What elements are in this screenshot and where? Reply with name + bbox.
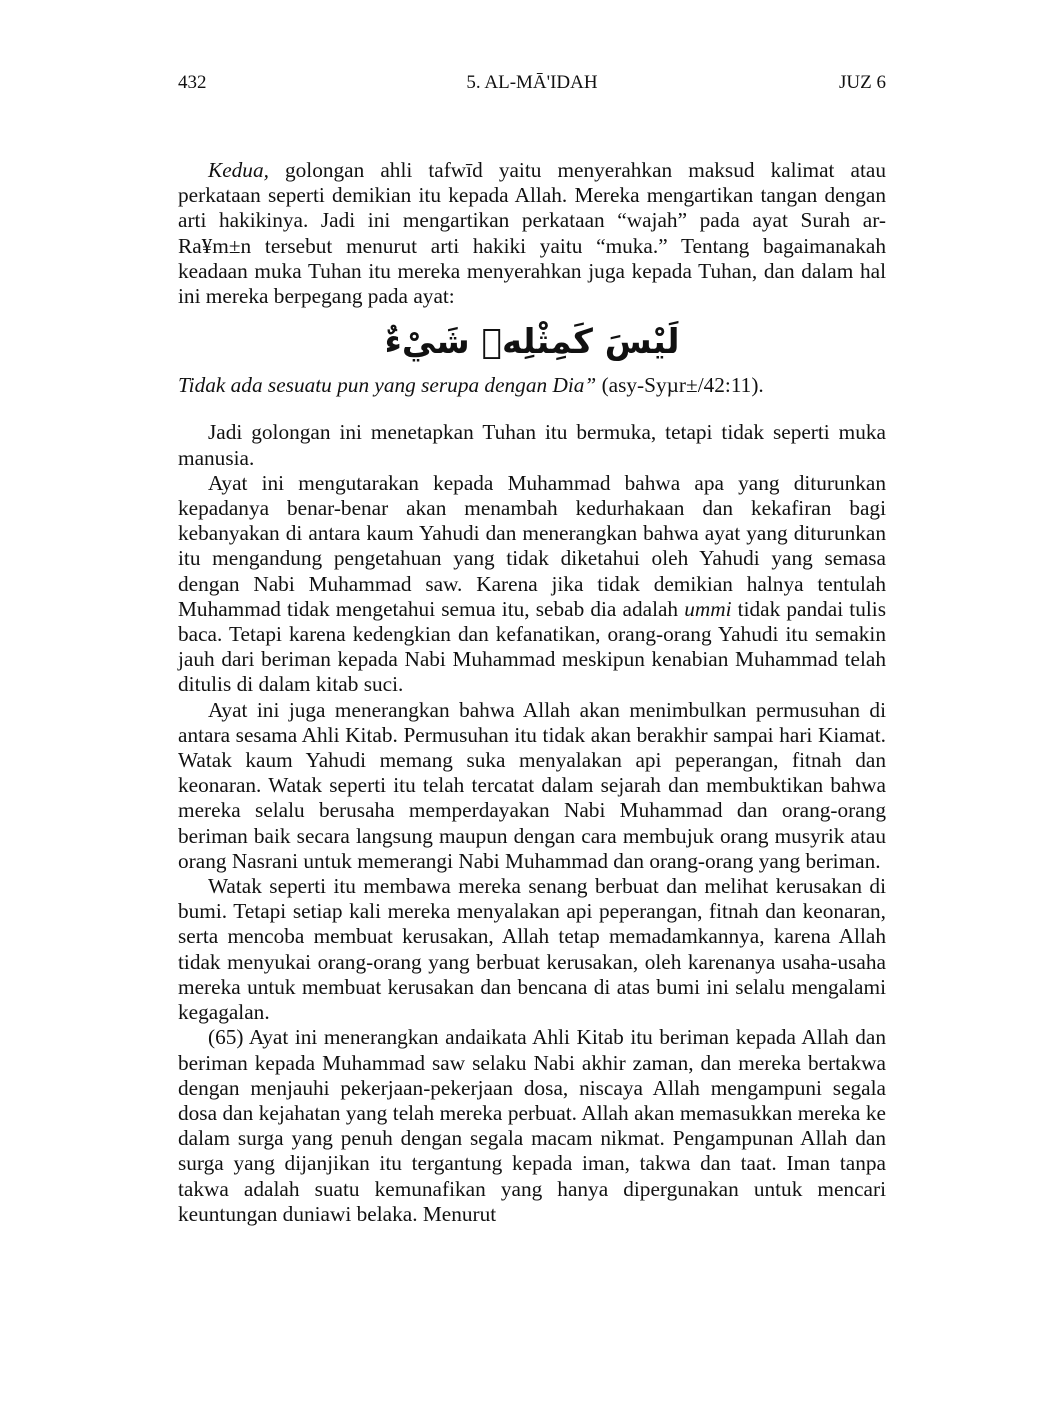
surah-title: 5. AL-MĀ'IDAH <box>466 72 598 93</box>
page-number: 432 <box>178 72 207 93</box>
kedua-text: golongan ahli tafwīd yaitu menyerahkan maksud kalimat atau perkataan seperti demikian itu kepada Allah. Mereka mengartikan tangan dengan arti hakikinya. Jadi ini mengartikan perkataan “wajah” pada ayat Surah ar-Ra¥m±n tersebut menurut arti hakiki yaitu “muka.” Tentang bagaimanakah keadaan muka Tuhan itu mereka menyerahkan juga kepada Tuhan, dan dalam hal ini mereka berpegang pada ayat: <box>178 158 886 309</box>
paragraph-permusuhan: Ayat ini juga menerangkan bahwa Allah akan menimbulkan permusuhan di antara sesama Ahli Kitab. Permusuhan itu tidak akan berakhir sampai hari Kiamat. Watak kaum Yahudi memang suka menyalakan api peperangan, fitnah dan keonaran. Watak seperti itu telah tercatat dalam sejarah dan membuktikan bahwa mereka selalu berusaha memperdayakan Nabi Muhammad dan orang-orang beriman baik secara langsung maupun dengan cara membujuk orang musyrik atau orang Nasrani untuk memerangi Nabi Muhammad dan orang-orang yang beriman. <box>178 697 886 873</box>
paragraph-ayat-mengutarakan <box>178 471 886 698</box>
translation-text: Tidak ada sesuatu pun yang serupa dengan Dia” <box>178 373 597 398</box>
paragraph-jadi: Jadi golongan ini menetapkan Tuhan itu bermuka, tetapi tidak seperti muka manusia. <box>178 420 886 470</box>
p3-after: tidak pandai tulis baca. Tetapi karena kedengkian dan kefanatikan, orang-orang Yahudi itu semakin jauh dari beriman kepada Nabi Muhammad meskipun kenabian Muhammad telah ditulis di dalam kitab suci. <box>178 596 886 697</box>
kedua-lead: Kedua, <box>208 158 269 182</box>
paragraph-kedua <box>178 158 886 309</box>
translation-reference: (asy-Syµr±/42:11). <box>596 373 764 398</box>
paragraph-watak: Watak seperti itu membawa mereka senang berbuat dan melihat kerusakan di bumi. Tetapi setiap kali mereka menyalakan api peperangan, fitnah dan keonaran, serta mencoba membuat kerusakan, Allah tetap memadamkannya, karena Allah tidak menyukai orang-orang yang berbuat kerusakan, oleh karenanya usaha-usaha mereka untuk membuat kerusakan dan bencana di atas bumi ini selalu mengalami kegagalan. <box>178 874 886 1025</box>
p3-before: Ayat ini mengutarakan kepada Muhammad bahwa apa yang diturunkan kepadanya benar-benar akan menambah kedurhakaan dan kekafiran bagi kebanyakan di antara kaum Yahudi dan menerangkan bahwa ayat yang diturunkan itu mengandung pengetahuan yang tidak diketahui oleh Yahudi yang semasa dengan Nabi Muhammad saw. Karena jika tidak demikian halnya tentulah Muhammad tidak mengetahui semua itu, sebab dia adalah <box>178 470 886 621</box>
page-body <box>178 158 886 1227</box>
juz-label: JUZ 6 <box>839 72 886 93</box>
paragraph-65: (65) Ayat ini menerangkan andaikata Ahli Kitab itu beriman kepada Allah dan beriman kepada Muhammad saw selaku Nabi akhir zaman, dan mereka bertakwa dengan menjauhi pekerjaan-pekerjaan dosa, niscaya Allah mengampuni segala dosa dan kejahatan yang telah mereka perbuat. Allah akan memasukkan mereka ke dalam surga yang penuh dengan segala macam nikmat. Pengampunan Allah dan surga yang dijanjikan itu tergantung kepada iman, takwa dan taat. Iman tanpa takwa adalah suatu kemunafikan yang hanya dipergunakan untuk mencari keuntungan duniawi belaka. Menurut <box>178 1025 886 1226</box>
verse-translation <box>178 373 886 398</box>
p3-ummi: ummi <box>684 596 732 621</box>
arabic-verse: لَيْسَ كَمِثْلِهٖ شَيْءٌ <box>384 322 680 363</box>
page-header <box>178 72 886 102</box>
